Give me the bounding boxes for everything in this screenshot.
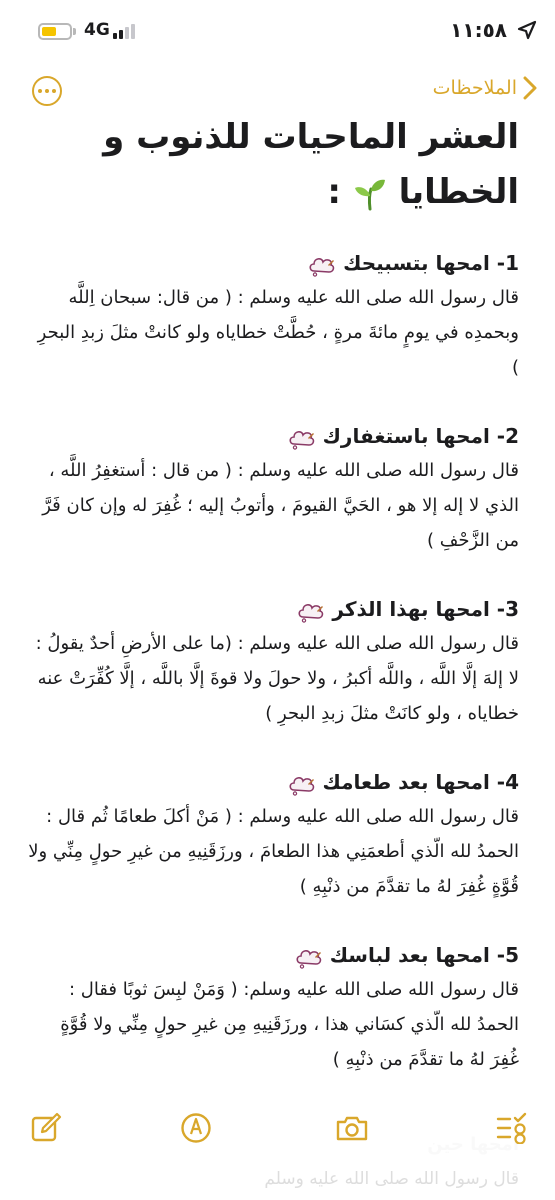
section-body: قال رسول الله صلى الله عليه وسلم : ( من قال : أستغفِرُ اللَّه ، الذي لا إله إلا هو ، الحَيَّ القيومَ ، وأتوبُ إليه ؛ غُفِرَ له وإن كان فَرَّ من الزَّحْفِ ) xyxy=(42,460,519,551)
chevron-right-icon xyxy=(523,76,537,100)
signal-bar xyxy=(113,33,117,39)
note-sections xyxy=(28,246,519,1077)
thought-bubble-icon xyxy=(295,945,323,969)
navigation-bar xyxy=(0,70,555,114)
section-heading-text: 1- امحها بتسبيحك xyxy=(343,251,519,275)
thought-bubble-icon xyxy=(308,253,336,277)
note-title xyxy=(28,110,519,220)
network-type: 4G xyxy=(84,20,110,40)
peek-body: قال رسول الله صلى الله عليه وسلم xyxy=(264,1169,519,1189)
note-section xyxy=(28,938,519,1077)
back-label: الملاحظات xyxy=(432,77,517,99)
section-heading xyxy=(28,592,519,626)
section-body: قال رسول الله صلى الله عليه وسلم: ( وَمَنْ لبِسَ ثوبًا فقال : الحمدُ لله الّذي كسَاني هذا ، ورزَقَنِيهِ مِن غيرِ حولٍ مِنِّي ولا قُوَّةٍ غُفِرَ لهُ ما تقدَّمَ من ذنْبِهِ ) xyxy=(60,979,519,1070)
markup-pen-icon[interactable] xyxy=(180,1112,212,1144)
ellipsis-dot xyxy=(45,89,49,93)
title-line-1: العشر الماحيات للذنوب و xyxy=(103,117,519,157)
signal-bar xyxy=(125,27,129,39)
battery-icon xyxy=(38,23,72,40)
back-to-notes-button[interactable] xyxy=(433,76,537,100)
seedling-icon xyxy=(353,177,387,211)
battery-tip xyxy=(73,28,76,35)
section-body: قال رسول الله صلى الله عليه وسلم : (ما على الأرضِ أحدٌ يقولُ : لا إلهَ إلَّا اللَّه ، واللَّه أكبرُ ، ولا حولَ ولا قوةَ إلَّا باللَّه ، إلَّا كُفِّرَتْ عنه خطاياه ، ولو كانَتْ مثلَ زبدِ البحرِ ) xyxy=(35,633,519,724)
note-editor[interactable] xyxy=(28,110,519,1111)
note-section xyxy=(28,592,519,731)
section-heading-text: 5- امحها بعد لباسك xyxy=(329,943,519,967)
section-heading xyxy=(28,419,519,453)
ellipsis-circle-icon xyxy=(38,89,42,93)
thought-bubble-icon xyxy=(297,599,325,623)
section-heading-text: 3- امحها بهذا الذكر xyxy=(332,597,519,621)
section-heading-text: 4- امحها بعد طعامك xyxy=(322,770,519,794)
title-line-2-text: الخطايا xyxy=(398,172,519,212)
thought-bubble-icon xyxy=(288,772,316,796)
section-body: قال رسول الله صلى الله عليه وسلم : ( من قال: سبحان اِللَّه وبحمدِه في يومٍ مائةَ مرةٍ ، حُطَّتْ خطاياه ولو كانتْ مثلَ زبدِ البحرِ ) xyxy=(37,287,519,378)
note-section xyxy=(28,419,519,558)
camera-icon[interactable] xyxy=(334,1112,370,1144)
section-heading xyxy=(28,246,519,280)
section-heading xyxy=(28,765,519,799)
location-arrow-icon xyxy=(517,20,537,40)
thought-bubble-icon xyxy=(288,426,316,450)
bottom-toolbar xyxy=(0,1100,555,1160)
section-body: قال رسول الله صلى الله عليه وسلم : ( مَنْ أكلَ طعامًا ثُم قال : الحمدُ لله الّذي أطعمَنِي هذا الطعامَ ، ورزَقَنِيهِ من غيرِ حولٍ مِنِّي ولا قُوَّةٍ غُفِرَ لهُ ما تقدَّمَ من ذنْبِهِ ) xyxy=(28,806,519,897)
signal-bar xyxy=(119,30,123,39)
note-section xyxy=(28,765,519,904)
clock-time: ١١:٥٨ xyxy=(450,18,507,42)
battery-level-fill xyxy=(42,27,56,36)
more-options-button[interactable] xyxy=(32,76,62,106)
section-heading xyxy=(28,938,519,972)
checklist-icon[interactable] xyxy=(496,1112,528,1144)
cellular-signal-icon xyxy=(113,23,137,39)
status-bar xyxy=(0,0,555,62)
signal-bar xyxy=(131,24,135,39)
title-line-2 xyxy=(28,165,519,220)
note-section xyxy=(28,246,519,385)
ellipsis-dot xyxy=(52,89,56,93)
title-colon: : xyxy=(327,172,341,212)
section-heading-text: 2- امحها باستغفارك xyxy=(322,424,519,448)
compose-icon[interactable] xyxy=(30,1112,62,1144)
